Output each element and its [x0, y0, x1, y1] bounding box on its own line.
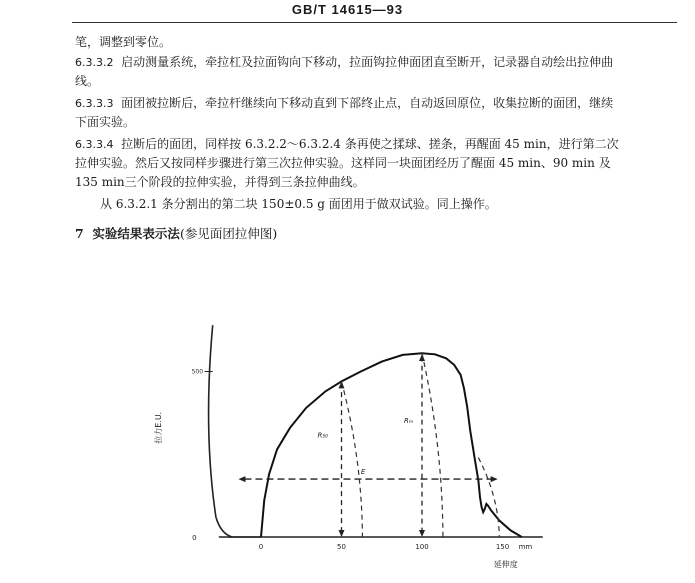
clause-number: 6.3.3.3	[75, 97, 114, 110]
x-tick-label: 50	[337, 543, 346, 551]
e-arrow	[238, 468, 497, 482]
recorder-guide-line	[478, 458, 499, 537]
arrowhead	[491, 476, 498, 482]
paragraph-line: 拉断后的面团，同样按 6.3.2.2～6.3.2.4 条再使之揉球、搓条，再醒面 45 min，进行第二次	[121, 137, 619, 151]
paragraph-line: 笔，调整到零位。	[75, 35, 172, 49]
paragraph-line: 线。	[75, 74, 100, 88]
paragraph-line: 从 6.3.2.1 条分割出的第二块 150±0.5 g 面团用于做双试验。同上操作。	[100, 197, 497, 211]
paragraph-line: 135 min三个阶段的拉伸实验，并得到三条拉伸曲线。	[75, 175, 365, 189]
recorder-guide-line	[342, 381, 363, 537]
y-tick-label: 0	[192, 534, 197, 542]
rm-label: Rₘ	[404, 416, 414, 425]
r50-arrow	[318, 381, 345, 537]
r50-label: R₅₀	[317, 431, 328, 440]
arrowhead	[339, 530, 345, 537]
page-header: GB/T 14615—93	[291, 2, 404, 17]
x-tick-label: 150	[495, 543, 510, 551]
y-axis-label: 拉力E.U.	[154, 411, 164, 444]
x-tick-label: 0	[258, 543, 264, 551]
extension-curve	[261, 353, 522, 537]
section-note: (参见面团拉伸图)	[179, 226, 278, 241]
e-label: E	[360, 468, 366, 477]
x-axis-label: 延伸度	[493, 560, 518, 569]
section-title: 实验结果表示法	[92, 226, 180, 241]
paragraph-line: 下面实验。	[75, 115, 136, 129]
arrowhead	[238, 476, 245, 482]
recorder-left-trace	[209, 325, 232, 537]
recorder-guide-line	[422, 353, 443, 537]
paragraph-line: 启动测量系统，牵拉杠及拉面钩向下移动，拉面钩拉伸面团直至断开，记录器自动绘出拉伸曲	[121, 55, 614, 69]
x-unit-label: mm	[518, 543, 533, 551]
arrowhead	[419, 530, 425, 537]
paragraph-line: 拉伸实验。然后又按同样步骤进行第三次拉伸实验。这样同一块面团经历了醒面 45 min、90 min 及	[75, 156, 611, 170]
x-tick-label: 100	[415, 543, 429, 551]
clause-number: 6.3.3.2	[75, 56, 114, 69]
paragraph-line: 面团被拉断后，牵拉杆继续向下移动直到下部终止点，自动返回原位，收集拉断的面团，继续	[121, 96, 614, 110]
clause-number: 6.3.3.4	[75, 138, 114, 151]
rm-arrow	[404, 354, 425, 537]
section-number: 7	[75, 226, 84, 241]
y-tick-label: 500	[191, 368, 204, 376]
